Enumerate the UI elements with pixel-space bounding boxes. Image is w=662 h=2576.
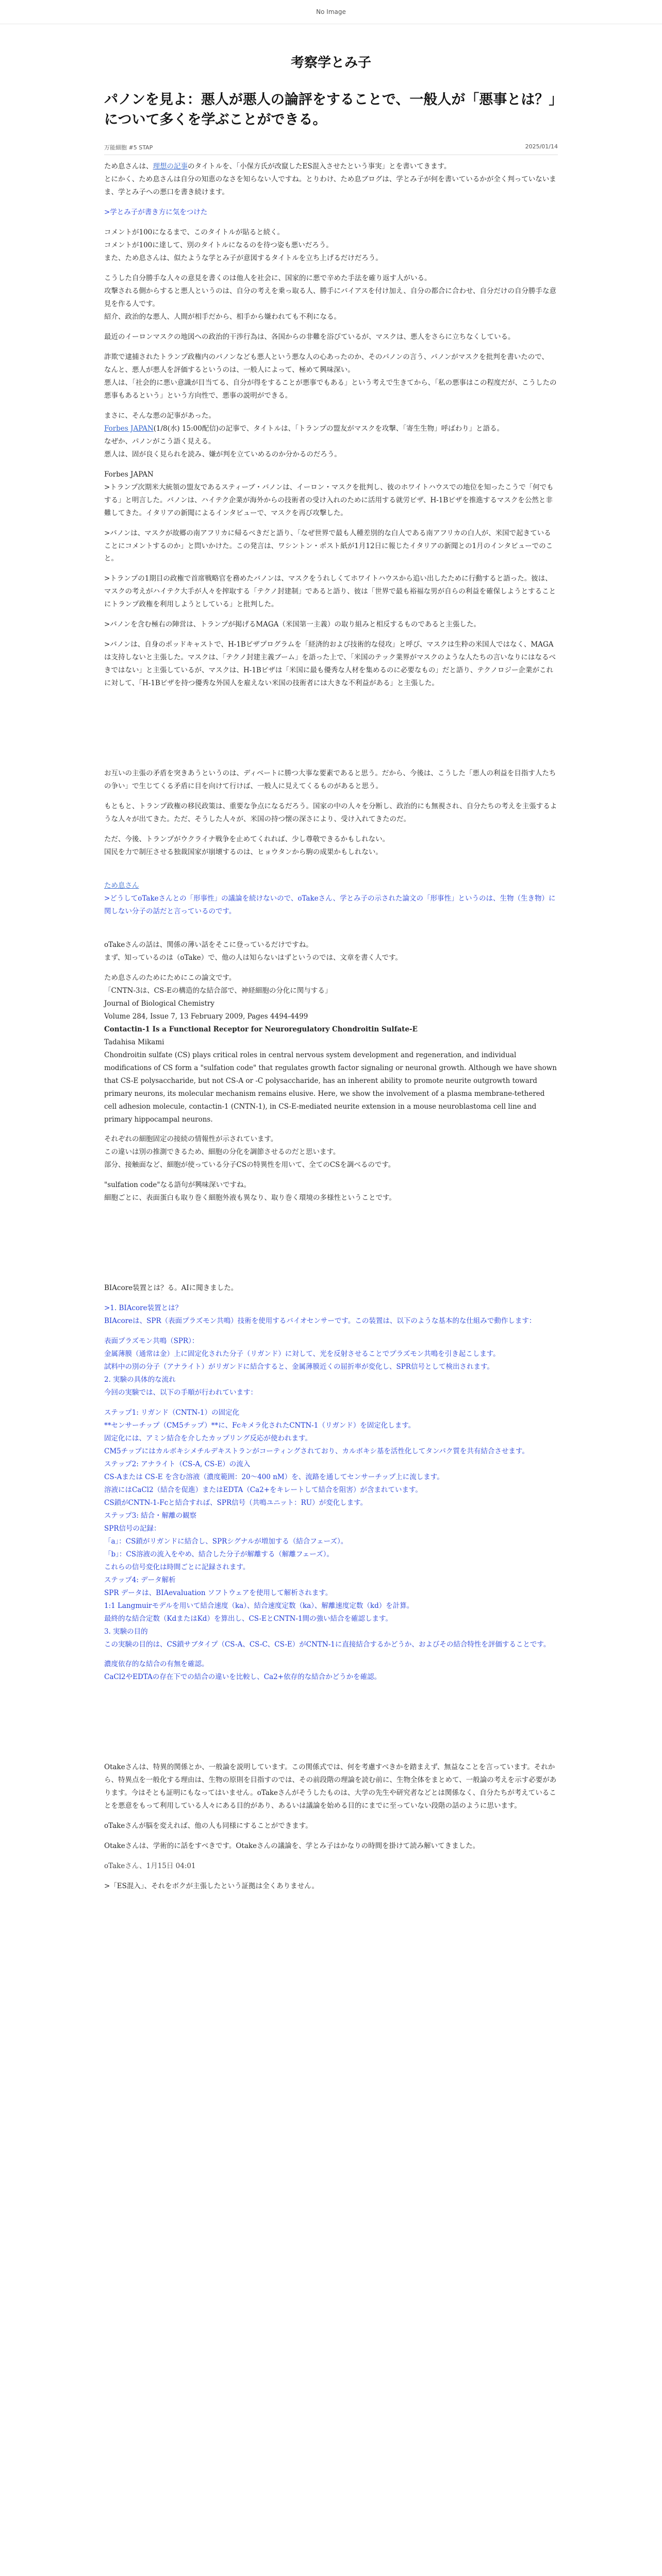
quote: >トランプ次期米大統領の盟友であるスティーブ・バノンは、イーロン・マスクを批判し、彼のホワイトハウスでの地位を知ったこうで「何でもする」と明言した。バノンは、ハイテク企業が海外からの技術者の受け入れのために活用する就労ビザ、H-1Bビザを推進するマスクを公然と非難してきた。イタリアの新聞によるインタビューで、マスクを再び攻撃した。 <box>104 483 554 517</box>
paragraph: 部分、接触面など、細胞が使っている分子CSの特異性を用いて、全てのCSを調べるのです。 <box>104 1161 395 1170</box>
blog-title[interactable]: 考察学とみ子 <box>290 55 371 71</box>
ai-text: 「b」：CS溶液の流入をやめ、結合した分子が解離する（解離フェーズ）。 <box>104 1550 334 1558</box>
ai-step: ステップ1: リガンド（CNTN-1）の固定化 <box>104 1409 240 1417</box>
commenter-link[interactable]: ため息さん <box>104 882 139 890</box>
paper-author: Tadahisa Mikami <box>104 1038 164 1046</box>
quote: >「ES混入」、それをボクが主張したという証拠は全くありません。 <box>104 1882 319 1891</box>
ai-text: 最終的な結合定数（KdまたはKd）を算出し、CS-EとCNTN-1間の強い結合を確認します。 <box>104 1614 392 1623</box>
paragraph: ため息さんは、理想の記事のタイトルを、「小保方氏が改竄したES混入させたという事実」とを書いてきます。 <box>104 162 451 171</box>
quote: >トランプの1期目の政権で首席戦略官を務めたバノンは、マスクをうれしくてホワイトハウスから追い出したために行動すると語った。彼は、マスクの考えがハイテク大手が人々を搾取する「テクノ封建制」であると語り、彼は「世界で最も裕福な男が自らの利益を確保しようとすることにトランプ政権を利用しようとしている」と批判した。 <box>104 574 556 609</box>
quote: >どうしてoTakeさんとの「形事性」の議論を続けないので、oTakeさん、学とみ子の示された論文の「形事性」というのは、生物（生き物）に関しない分子の話だと言っているのです。 <box>104 894 556 916</box>
ai-text: 溶液にはCaCl2（結合を促進）またはEDTA（Ca2+をキレートして結合を阻害）が含まれています。 <box>104 1485 422 1494</box>
paragraph: とにかく、ため息さんは自分の知恵のなさを知らない人ですね。とりわけ、ため息ブログは、学とみ子が何を書いているかが全く判っていないまま、学とみ子への悪口を書き続けます。 <box>104 175 556 197</box>
post-meta <box>104 143 558 155</box>
ai-text: 濃度依存的な結合の有無を確認。 <box>104 1660 209 1669</box>
ai-text: BIAcoreは、SPR（表面プラズモン共鳴）技術を使用するバイオセンサーです。この装置は、以下のような基本的な仕組みで動作します： <box>104 1317 536 1326</box>
ai-heading: >1. BIAcore装置とは？ <box>104 1304 183 1313</box>
top-bar <box>0 0 662 24</box>
paragraph: 紹介、政治的な悪人、人間が相手だから、相手から嫌われても不利になる。 <box>104 312 341 321</box>
post-title: パノンを見よ：悪人が悪人の論評をすることで、一般人が「悪事とは？」について多くを学ぶことができる。 <box>104 92 556 128</box>
ai-step: ステップ4: データ解析 <box>104 1575 176 1584</box>
paragraph: 悪人は、「社会的に悪い意識が目当てる、自分が得をすることが悪事でもある」という考えで生きてから、「私の悪事はこの程度だが、こうしたの悪事もあるという」という方向性で、悪事の説明ができる。 <box>104 378 557 400</box>
forbes-link[interactable]: Forbes JAPAN <box>104 424 154 433</box>
ai-answer-block <box>104 1302 558 1684</box>
paper-title: Contactin-1 Is a Functional Receptor for Neuroregulatory Chondroitin Sulfate-E <box>104 1025 418 1033</box>
ai-heading: 表面プラズモン共鳴（SPR）： <box>104 1337 199 1346</box>
journal-volume: Volume 284, Issue 7, 13 February 2009, Pages 4494-4499 <box>104 1012 308 1021</box>
post-date: 2025/01/14 <box>525 143 558 150</box>
ai-text: CS鎖がCNTN-1-Fcと結合すれば、SPR信号（共鳴ユニット：RU）が変化します。 <box>104 1498 368 1507</box>
paragraph: oTakeさんが脳を変えれば、他の人も同様にすることができます。 <box>104 1822 312 1831</box>
paragraph: まさに、そんな悪の記事があった。 <box>104 411 216 420</box>
ai-heading: 2. 実験の具体的な流れ <box>104 1376 176 1384</box>
ai-text: 金属薄膜（通常は金）上に固定化された分子（リガンド）に対して、光を反射させることでプラズモン共鳴を引き起こします。 <box>104 1350 500 1359</box>
paragraph: 詐欺で逮捕されたトランプ政権内のパノンなども悪人という悪な人の心あったのか、そのパノンの言う、パノンがマスクを批判を書いたので、 <box>104 352 549 361</box>
ai-text: 固定化には、アミン結合を介したカップリング反応が使われます。 <box>104 1434 312 1443</box>
paragraph: この違いは別の推測できるため、細胞の分化を調節させるのだと思います。 <box>104 1148 340 1157</box>
paragraph: コメントが100に達して、別のタイトルになるのを待つ姿も悪いだろう。 <box>104 241 333 250</box>
paragraph: 最近のイーロンマスクの地図への政治的干渉行為は、各国からの非難を浴びているが、マスクは、悪人をさらに立ちなくしている。 <box>104 332 515 341</box>
paragraph: まず、知っているのは（oTake）で、他の人は知らないはずというのでは、文章を書く人です。 <box>104 953 402 962</box>
paragraph: なぜか、パノンがこう語く見える。 <box>104 437 216 446</box>
ai-text: CM5チップにはカルボキシメチルデキストランがコーティングされており、カルボキシ基を活性化してタンパク質を共有結合させます。 <box>104 1447 529 1455</box>
ai-heading: 3. 実験の目的 <box>104 1627 148 1636</box>
paragraph: ため息さんのためにためにこの論文です。 <box>104 973 236 982</box>
ai-text: 「a」：CS鎖がリガンドに結合し、SPRシグナルが増加する（結合フェーズ）。 <box>104 1537 348 1546</box>
section-heading: >学とみ子が書き方に気をつけた <box>104 208 208 217</box>
paragraph: 悪人は、固が良く見られを読み、嫌が判を立ていめるのか分かるのだろう。 <box>104 450 341 459</box>
paragraph <box>104 879 558 892</box>
ai-step: ステップ3: 結合・解離の観察 <box>104 1511 197 1520</box>
paragraph: Otakeさんは、特異的関係とか、一般論を説明しています。この関係式では、何を考慮すべきかを踏まえず、無益なことを言っています。それから、特異点を一般化する理由は、生物の原則を目指すのでは、その前段階の理論を読む前に、生物全体をまとめて、一般論の考えを示す必要があります。今はそとも証明にもなってはいません。oTakeさんがそうしたものは、大学の先生や研究者などとは関係なく、自分たちが考えていることを悪意をもって利用している人々にある目的があり、あるいは議論を始める目的にまでに至っていない段階の話のように思います。 <box>104 1763 557 1810</box>
ai-text: これらの信号変化は時間ごとに記録されます。 <box>104 1563 250 1571</box>
quote: >バノンを含む極右の陣営は、トランプが掲げるMAGA（米国第一主義）の取り組みと相反するものであると主張した。 <box>104 620 481 629</box>
quote: >バノンは、マスクが故郷の南アフリカに帰るべきだと語り、「なぜ世界で最も人種差別的な白人である南アフリカの白人が、米国で起きていることにコメントするのか」と問いかけた。この発言は、ワシントン・ポスト紙が1月12日に報じたイタリアの新聞との1月のインタビューでのこと。 <box>104 529 553 563</box>
ai-text: この実験の目的は、CS鎖サブタイプ（CS-A、CS-C、CS-E）がCNTN-1に直接結合するかどうか、およびその結合特性を評価することです。 <box>104 1640 551 1649</box>
paragraph: oTakeさんの話は、関係の薄い話をそこに登っているだけですね。 <box>104 940 313 949</box>
paragraph: それぞれの細胞固定の接続の情報性が示されています。 <box>104 1135 278 1144</box>
paragraph: また、ため息さんは、似たような学とみ子が意図するタイトルを立ち上げるだけだろう。 <box>104 254 383 263</box>
ai-text: SPR データは、BIAevaluation ソフトウェアを使用して解析されます。 <box>104 1588 333 1597</box>
ai-text: 1:1 Langmuirモデルを用いて結合速度（ka）、結合速度定数（ka）、解離速度定数（kd）を計算。 <box>104 1601 414 1610</box>
paragraph: 「CNTN-3は、CS-Eの構造的な結合部で、神経細胞の分化に関与する」 <box>104 986 332 995</box>
paragraph: ただ、今後、トランプがウクライナ戦争を止めてくれれば、少し尊敬できるかもしれない。 <box>104 835 390 844</box>
ai-text: CaCl2やEDTAの存在下での結合の違いを比較し、Ca2+依存的な結合かどうかを確認。 <box>104 1673 382 1682</box>
comment-meta: oTakeさん、1月15日 04:01 <box>104 1862 196 1871</box>
paragraph: 国民を力で制圧させる独裁国家が崩壊するのは、ヒョウタンから駒の成果かもしれない。 <box>104 848 383 857</box>
paper-abstract: Chondroitin sulfate (CS) plays critical roles in central nervous system development and regeneration, and individual modifications of CS form a "sulfation code" that regulates growth factor signaling or neuronal growth. Although we have shown that CS-E polysaccharide, but not CS-A or -C polysaccharide, has an inherent ability to promote neurite outgrowth toward primary neurons, its molecular mechanism remains elusive. Here, we show the involvement of a plasma membrane-tethered cell adhesion molecule, contactin-1 (CNTN-1), in CS-E-mediated neurite extension in a mouse neuroblastoma cell line and primary hippocampal neurons. <box>104 1050 557 1124</box>
ai-text: **センサーチップ（CM5チップ）**に、Fcキメラ化されたCNTN-1（リガンド）を固定化します。 <box>104 1421 416 1430</box>
top-bar-label: No Image <box>316 8 346 15</box>
paragraph: Otakeさんは、学術的に話をすべきです。Otakeさんの議論を、学とみ子はかなりの時間を掛けて読み解いてきました。 <box>104 1842 480 1851</box>
ai-text: SPR信号の記録： <box>104 1524 161 1533</box>
ai-text: 今回の実験では、以下の手順が行われています： <box>104 1388 257 1397</box>
paragraph: もともと、トランプ政権の移民政策は、重要な争点になるだろう。国家の中の人々を分断し、政治的にも無視され、自分たちの考えを主張するような人々が出てきた。ただ、そうした人々が、米国の持つ懐の深さにより、受け入れてきたのだ。 <box>104 802 557 824</box>
paragraph: 細胞ごとに、表面蛋白も取り巻く細胞外液も異なり、取り巻く環境の多様性ということです。 <box>104 1194 396 1202</box>
paragraph: こうした自分勝手な人々の意見を書くのは他人を社会に、国家的に悪で辛めた手法を確り返す人がいる。 <box>104 274 432 283</box>
paragraph: お互いの主張の矛盾を突きあうというのは、ディベートに勝つ大事な要素であると思う。だから、今後は、こうした「悪人の利益を目指す人たちの争い」で生じてくる矛盾に目を向けて行けば、一般人に見えてくるものがあると思う。 <box>104 769 556 791</box>
post-body <box>104 160 558 1893</box>
main-column <box>104 24 558 1893</box>
ai-step: ステップ2: アナライト（CS-A, CS-E）の流入 <box>104 1460 251 1468</box>
quote: >バノンは、自身のポッドキャストで、H-1Bビザプログラムを「経済的および技術的な侵攻」と呼び、マスクは生粋の米国人ではなく、MAGAは支持しないと主張した。マスクは、「テクノ封建主義ブーム」を語った上で、「米国のテック業界がマスクのような人たちの言いなりにはなるべきではない」と主張しているが、マスクは、H-1Bビザは「米国に最も優秀な人材を集めるのに必要なもの」だと語り、テクノロジー企業がこれに対して、「H-1Bビザを持つ優秀な外国人を雇えない米国の技術者には大きな不利益がある」と主張した。 <box>104 640 556 688</box>
ai-text: CS-Aまたは CS-E を含む溶液（濃度範囲：20〜400 nM）を、流路を通してセンサーチップ上に流します。 <box>104 1472 444 1481</box>
source-label: Forbes JAPAN <box>104 470 154 479</box>
paragraph: なんと、悪人が悪人を評価するというのは、一般人によって、極めて興味深い。 <box>104 365 355 374</box>
post-category[interactable]: 万能細胞 #5 STAP <box>104 144 153 151</box>
inline-link[interactable]: 理想の記事 <box>153 162 188 171</box>
paragraph: Forbes JAPAN(1/8(水) 15:00配信)の記事で、タイトルは、「トランプの盟友がマスクを攻撃、「寄生生物」呼ばわり」と語る。 <box>104 424 504 433</box>
paragraph: コメントが100になるまで、このタイトルが貼ると続く。 <box>104 228 284 237</box>
ai-text: 試料中の別の分子（アナライト）がリガンドに結合すると、金属薄膜近くの屈折率が変化し、SPR信号として検出されます。 <box>104 1363 494 1371</box>
paragraph: "sulfation code"なる語句が興味深いですね。 <box>104 1181 251 1190</box>
paragraph: 攻撃される側からすると悪人というのは、自分の考えを乗っ取る人、勝手にバイアスを付け加え、自分の都合に合わせ、自分だけの自分勝手な意見を作る人です。 <box>104 287 556 308</box>
paragraph: BIAcore装置とは？る。AIに聞きました。 <box>104 1284 238 1293</box>
journal-name: Journal of Biological Chemistry <box>104 999 215 1008</box>
